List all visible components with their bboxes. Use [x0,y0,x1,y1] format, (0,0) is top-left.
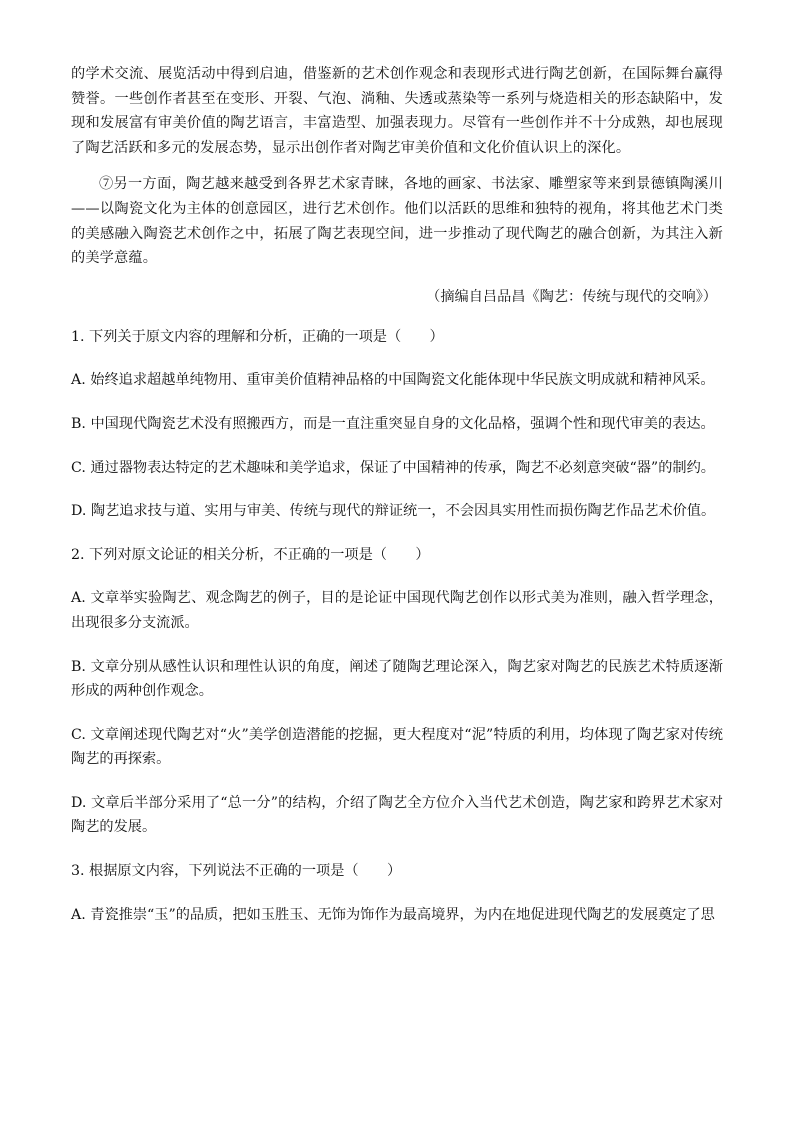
question-1-option-d: D. 陶艺追求技与道、实用与审美、传统与现代的辩证统一，不会因具实用性而损伤陶艺作品艺术价值。 [71,503,716,520]
passage-paragraph-6-continued: 的学术交流、展览活动中得到启迪，借鉴新的艺术创作观念和表现形式进行陶艺创新，在国际舞台赢得赞誉。一些创作者甚至在变形、开裂、气泡、淌釉、失透或蒸染等一系列与烧造相关的形态缺陷中，发现和发展富有审美价值的陶艺语言，丰富造型、加强表现力。尽管有一些创作并不十分成熟，却也展现了陶艺活跃和多元的发展态势，显示出创作者对陶艺审美价值和文化价值认识上的深化。 [71,66,723,156]
question-2-option-c: C. 文章阐述现代陶艺对“火”美学创造潜能的挖掘，更大程度对“泥”特质的利用，均体现了陶艺家对传统陶艺的再探索。 [71,726,723,768]
document-page [71,62,723,927]
question-2-option-d: D. 文章后半部分采用了“总一分”的结构，介绍了陶艺全方位介入当代艺术创造，陶艺家和跨界艺术家对陶艺的发展。 [71,794,723,836]
question-3 [71,859,723,927]
question-2-stem: 2. 下列对原文论证的相关分析，不正确的一项是（ ） [71,546,430,563]
question-2 [71,543,723,840]
question-2-option-b: B. 文章分别从感性认识和理性认识的角度，阐述了随陶艺理论深入，陶艺家对陶艺的民族艺术特质逐渐形成的两种创作观念。 [71,658,723,700]
passage-paragraph-7: ⑦另一方面，陶艺越来越受到各界艺术家青睐，各地的画家、书法家、雕塑家等来到景德镇陶溪川——以陶瓷文化为主体的创意园区，进行艺术创作。他们以活跃的思维和独特的视角，将其他艺术门类的美感融入陶瓷艺术创作之中，拓展了陶艺表现空间，进一步推动了现代陶艺的融合创新，为其注入新的美学意蕴。 [71,176,723,267]
question-1 [71,325,723,524]
question-1-option-c: C. 通过器物表达特定的艺术趣味和美学追求，保证了中国精神的传承，陶艺不必刻意突破“器”的制约。 [71,459,715,476]
question-3-stem: 3. 根据原文内容，下列说法不正确的一项是（ ） [71,863,402,880]
passage-source-citation: （摘编自吕品昌《陶艺：传统与现代的交响》） [426,288,717,305]
question-2-option-a: A. 文章举实验陶艺、观念陶艺的例子，目的是论证中国现代陶艺创作以形式美为准则，融入哲学理念，出现很多分支流派。 [71,590,723,631]
question-1-option-a: A. 始终追求超越单纯物用、重审美价值精神品格的中国陶瓷文化能体现中华民族文明成就和精神风采。 [71,372,715,389]
question-1-stem: 1. 下列关于原文内容的理解和分析，正确的一项是（ ） [71,328,444,345]
question-3-option-a: A. 青瓷推崇“玉”的品质，把如玉胜玉、无饰为饰作为最高境界，为内在地促进现代陶艺的发展奠定了思 [71,906,715,923]
question-1-option-b: B. 中国现代陶瓷艺术没有照搬西方，而是一直注重突显自身的文化品格，强调个性和现代审美的表达。 [71,415,715,432]
